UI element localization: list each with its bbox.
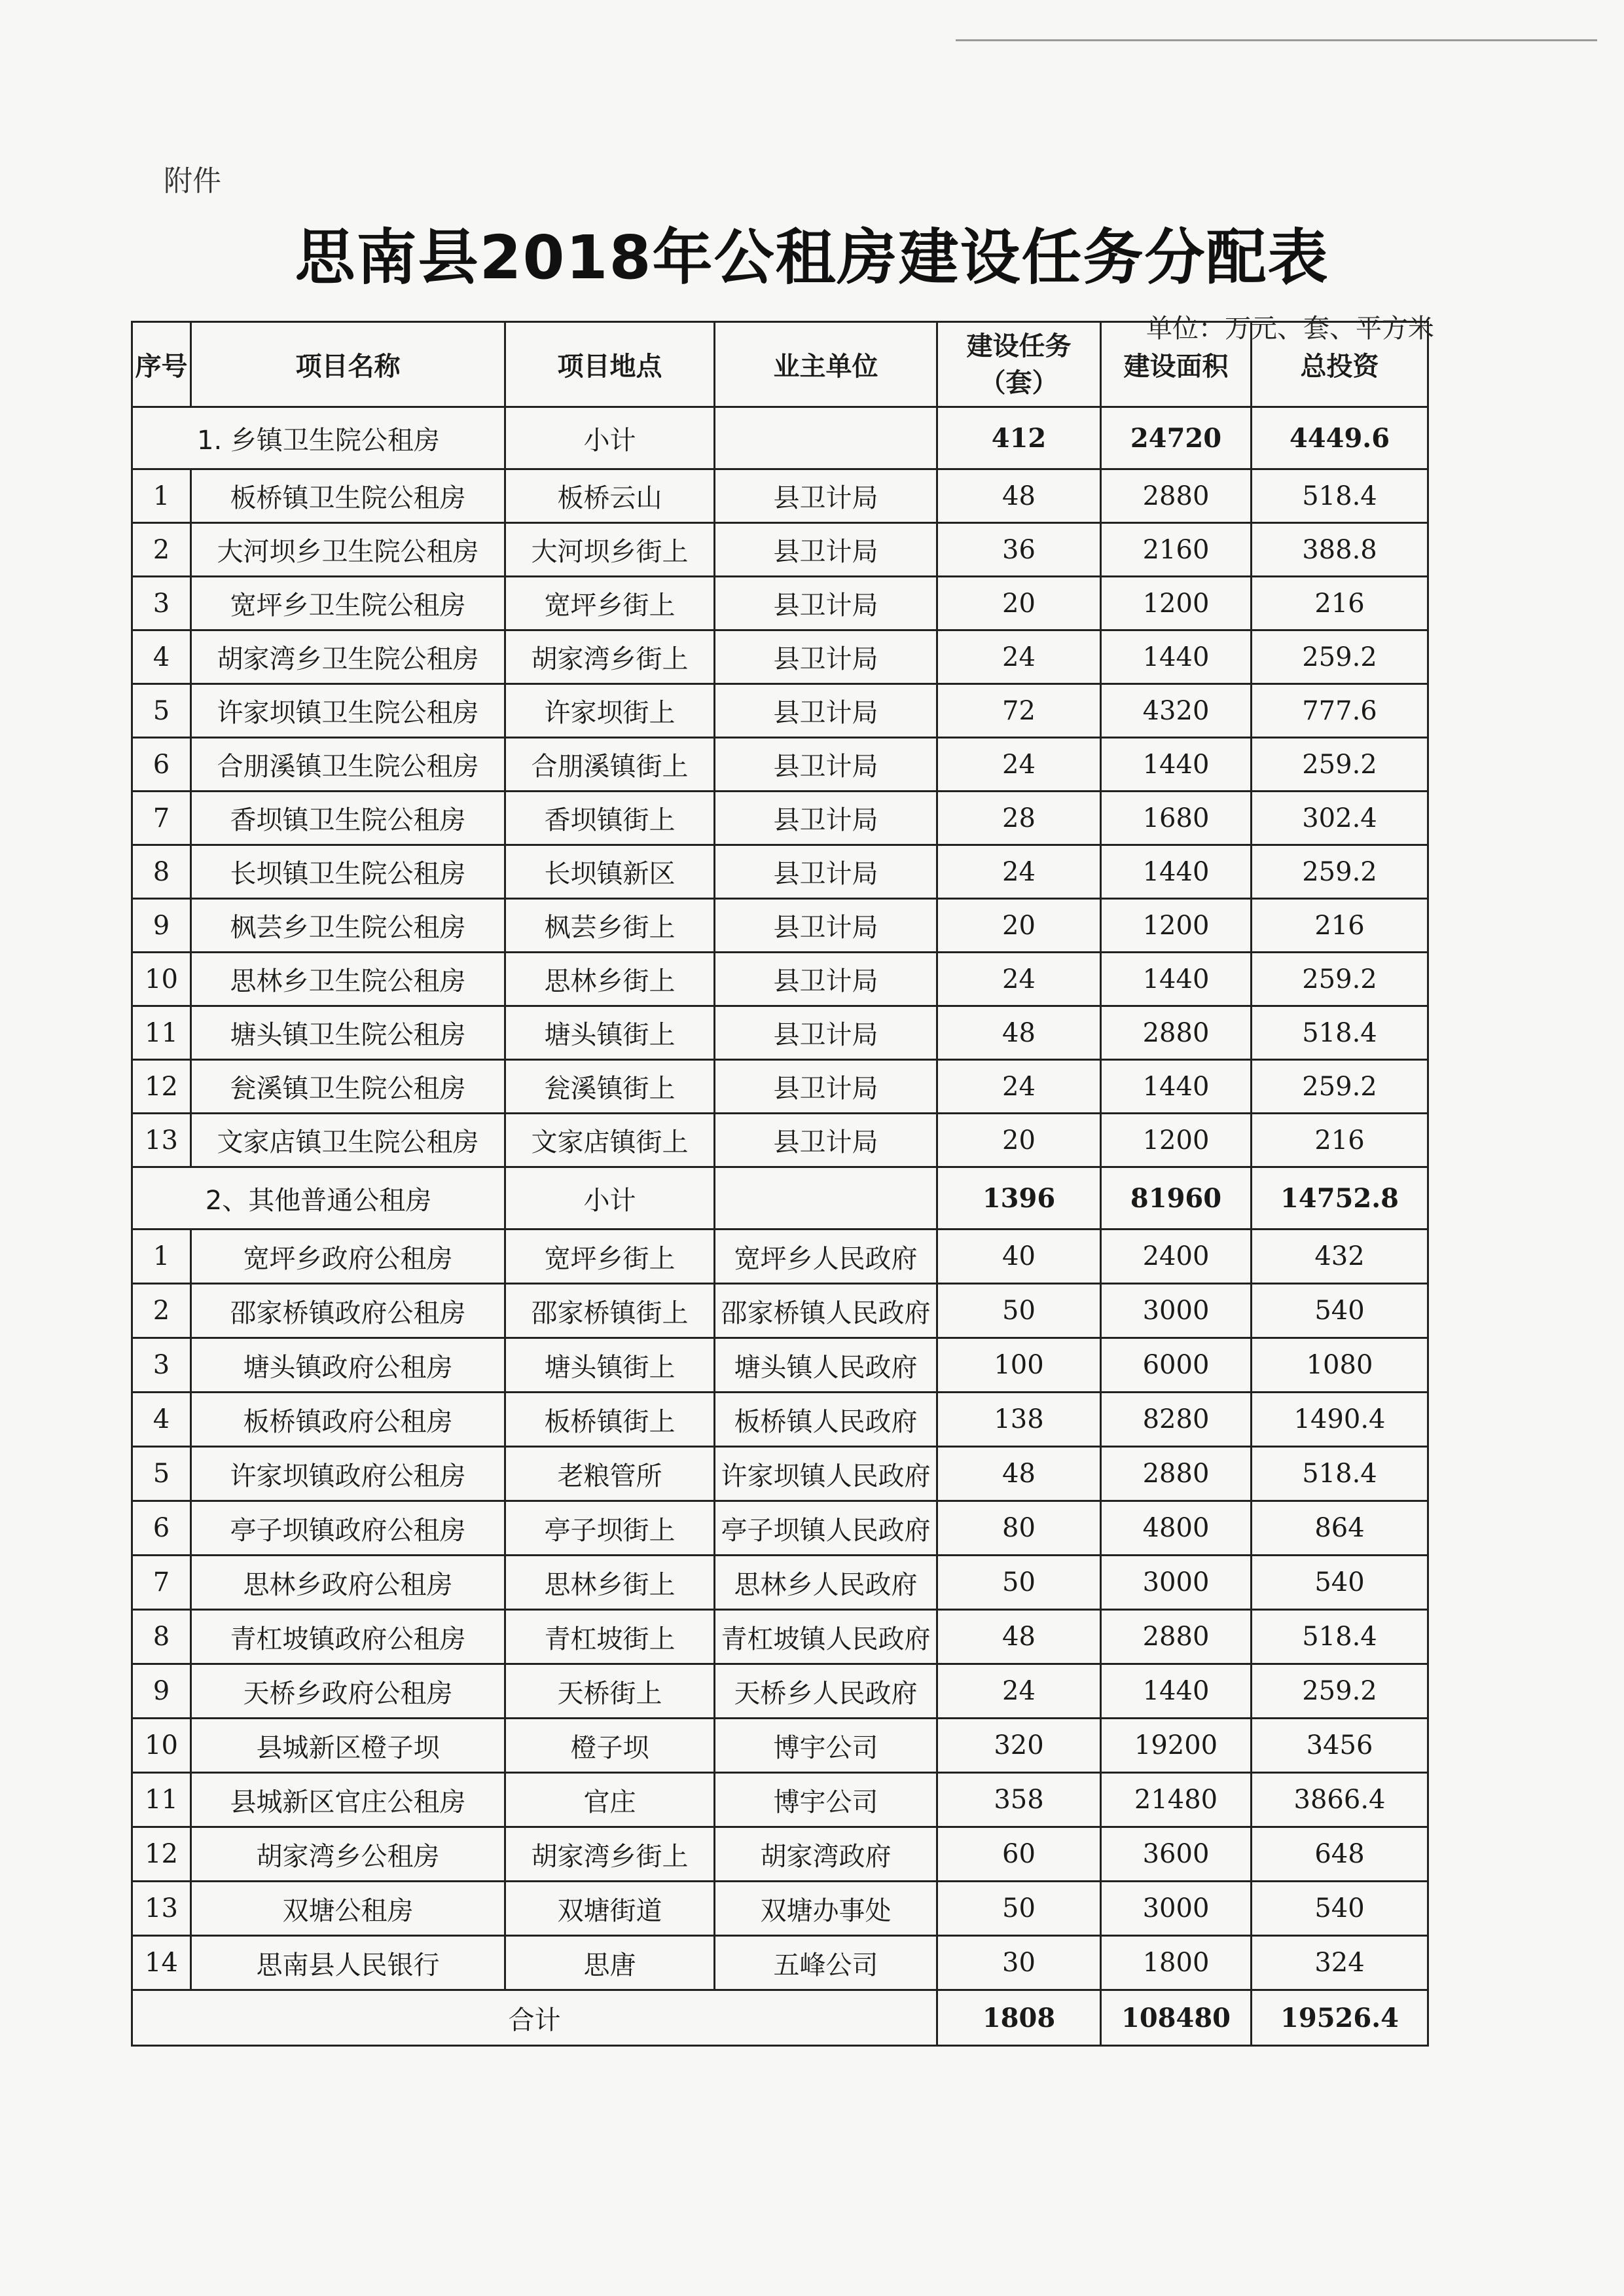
cell-units: 24 [937,845,1101,899]
cell-owner: 县卫计局 [715,845,937,899]
header-location: 项目地点 [505,322,715,407]
cell-investment: 648 [1252,1827,1428,1882]
table-row [132,845,1428,899]
cell-name: 香坝镇卫生院公租房 [191,792,505,845]
cell-name: 文家店镇卫生院公租房 [191,1114,505,1167]
cell-units: 100 [937,1338,1101,1393]
section2-subtotal-label: 小计 [505,1167,715,1230]
cell-units: 36 [937,523,1101,577]
cell-area: 2880 [1101,1610,1252,1664]
grand-total-row [132,1990,1428,2046]
cell-investment: 1080 [1252,1338,1428,1393]
cell-name: 板桥镇卫生院公租房 [191,469,505,523]
document-title: 思南县2018年公租房建设任务分配表 [295,223,1329,293]
cell-location: 亭子坝街上 [505,1501,715,1556]
cell-seq: 10 [132,1719,191,1773]
cell-name: 板桥镇政府公租房 [191,1393,505,1447]
cell-units: 358 [937,1773,1101,1827]
cell-name: 宽坪乡政府公租房 [191,1230,505,1284]
table-row [132,1882,1428,1936]
cell-area: 4800 [1101,1501,1252,1556]
cell-location: 板桥云山 [505,469,715,523]
cell-seq: 11 [132,1773,191,1827]
cell-owner: 县卫计局 [715,953,937,1006]
cell-investment: 324 [1252,1936,1428,1990]
header-task-line2: （套） [979,367,1058,398]
cell-name: 思南县人民银行 [191,1936,505,1990]
cell-seq: 2 [132,523,191,577]
cell-owner: 青杠坡镇人民政府 [715,1610,937,1664]
table-row [132,792,1428,845]
cell-units: 24 [937,1664,1101,1719]
cell-area: 3600 [1101,1827,1252,1882]
cell-name: 宽坪乡卫生院公租房 [191,577,505,630]
cell-investment: 864 [1252,1501,1428,1556]
cell-investment: 432 [1252,1230,1428,1284]
table-row [132,577,1428,630]
table-row [132,1827,1428,1882]
cell-area: 3000 [1101,1284,1252,1338]
table-row [132,1284,1428,1338]
cell-seq: 5 [132,684,191,738]
cell-seq: 9 [132,899,191,953]
cell-investment: 216 [1252,577,1428,630]
cell-investment: 518.4 [1252,1447,1428,1501]
cell-owner: 县卫计局 [715,899,937,953]
grand-total-investment: 19526.4 [1252,1990,1428,2046]
cell-investment: 259.2 [1252,630,1428,684]
cell-name: 合朋溪镇卫生院公租房 [191,738,505,792]
cell-units: 20 [937,899,1101,953]
cell-seq: 7 [132,1556,191,1610]
cell-area: 3000 [1101,1556,1252,1610]
table-row [132,899,1428,953]
cell-investment: 540 [1252,1882,1428,1936]
table-row [132,1501,1428,1556]
cell-location: 老粮管所 [505,1447,715,1501]
section1-subtotal-units: 412 [937,407,1101,469]
cell-location: 胡家湾乡街上 [505,1827,715,1882]
section1-rows [132,469,1428,1167]
cell-investment: 3866.4 [1252,1773,1428,1827]
cell-name: 长坝镇卫生院公租房 [191,845,505,899]
cell-location: 板桥镇街上 [505,1393,715,1447]
cell-area: 19200 [1101,1719,1252,1773]
table-row [132,738,1428,792]
cell-name: 许家坝镇政府公租房 [191,1447,505,1501]
allocation-table [131,321,1429,2047]
cell-owner: 亭子坝镇人民政府 [715,1501,937,1556]
attachment-label: 附件 [164,164,221,198]
cell-units: 24 [937,953,1101,1006]
cell-name: 思林乡卫生院公租房 [191,953,505,1006]
cell-area: 1440 [1101,845,1252,899]
cell-owner: 宽坪乡人民政府 [715,1230,937,1284]
cell-name: 县城新区橙子坝 [191,1719,505,1773]
cell-seq: 8 [132,1610,191,1664]
cell-investment: 518.4 [1252,1610,1428,1664]
table-row [132,1006,1428,1060]
cell-area: 2880 [1101,469,1252,523]
cell-location: 思林乡街上 [505,953,715,1006]
table-row [132,1664,1428,1719]
cell-seq: 6 [132,738,191,792]
header-seq: 序号 [132,322,191,407]
cell-name: 胡家湾乡公租房 [191,1827,505,1882]
table-row [132,1773,1428,1827]
grand-total-units: 1808 [937,1990,1101,2046]
header-area: 建设面积 [1101,322,1252,407]
section1-subtotal-investment: 4449.6 [1252,407,1428,469]
cell-seq: 13 [132,1882,191,1936]
cell-seq: 1 [132,469,191,523]
cell-location: 枫芸乡街上 [505,899,715,953]
cell-seq: 4 [132,630,191,684]
header-task [937,322,1101,407]
cell-area: 1800 [1101,1936,1252,1990]
cell-name: 枫芸乡卫生院公租房 [191,899,505,953]
cell-units: 30 [937,1936,1101,1990]
cell-units: 50 [937,1284,1101,1338]
cell-units: 60 [937,1827,1101,1882]
cell-investment: 216 [1252,1114,1428,1167]
table-row [132,1936,1428,1990]
cell-area: 8280 [1101,1393,1252,1447]
cell-investment: 259.2 [1252,738,1428,792]
cell-area: 6000 [1101,1338,1252,1393]
cell-seq: 12 [132,1060,191,1114]
cell-units: 48 [937,1447,1101,1501]
table-row [132,953,1428,1006]
section2-title: 2、其他普通公租房 [132,1167,505,1230]
cell-location: 青杠坡街上 [505,1610,715,1664]
cell-owner: 博宇公司 [715,1719,937,1773]
cell-name: 塘头镇政府公租房 [191,1338,505,1393]
cell-name: 天桥乡政府公租房 [191,1664,505,1719]
cell-investment: 259.2 [1252,1060,1428,1114]
section1-subtotal-area: 24720 [1101,407,1252,469]
cell-units: 80 [937,1501,1101,1556]
cell-owner: 县卫计局 [715,577,937,630]
table-row [132,1447,1428,1501]
cell-seq: 3 [132,1338,191,1393]
cell-location: 天桥街上 [505,1664,715,1719]
cell-name: 许家坝镇卫生院公租房 [191,684,505,738]
cell-units: 48 [937,469,1101,523]
cell-investment: 1490.4 [1252,1393,1428,1447]
cell-seq: 9 [132,1664,191,1719]
cell-name: 大河坝乡卫生院公租房 [191,523,505,577]
cell-investment: 540 [1252,1556,1428,1610]
cell-investment: 259.2 [1252,1664,1428,1719]
section1-subtotal-row [132,407,1428,469]
section2-rows [132,1230,1428,1990]
table-row [132,1719,1428,1773]
cell-location: 长坝镇新区 [505,845,715,899]
cell-owner: 县卫计局 [715,630,937,684]
cell-area: 1680 [1101,792,1252,845]
cell-location: 塘头镇街上 [505,1006,715,1060]
cell-owner: 县卫计局 [715,1114,937,1167]
cell-units: 40 [937,1230,1101,1284]
cell-area: 1440 [1101,1060,1252,1114]
cell-location: 思唐 [505,1936,715,1990]
cell-area: 1440 [1101,738,1252,792]
cell-name: 瓮溪镇卫生院公租房 [191,1060,505,1114]
table-row [132,1393,1428,1447]
cell-name: 塘头镇卫生院公租房 [191,1006,505,1060]
cell-seq: 5 [132,1447,191,1501]
cell-owner: 县卫计局 [715,792,937,845]
cell-area: 2880 [1101,1447,1252,1501]
cell-name: 亭子坝镇政府公租房 [191,1501,505,1556]
cell-owner: 胡家湾政府 [715,1827,937,1882]
cell-owner: 思林乡人民政府 [715,1556,937,1610]
cell-location: 许家坝街上 [505,684,715,738]
cell-owner: 许家坝镇人民政府 [715,1447,937,1501]
cell-location: 文家店镇街上 [505,1114,715,1167]
header-task-line1: 建设任务 [966,331,1072,361]
section2-subtotal-owner-empty [715,1167,937,1230]
cell-seq: 14 [132,1936,191,1990]
cell-investment: 518.4 [1252,1006,1428,1060]
scan-artifact-line [956,39,1597,41]
cell-units: 138 [937,1393,1101,1447]
cell-location: 香坝镇街上 [505,792,715,845]
cell-name: 县城新区官庄公租房 [191,1773,505,1827]
section1-subtotal-owner-empty [715,407,937,469]
cell-owner: 博宇公司 [715,1773,937,1827]
table-row [132,523,1428,577]
cell-units: 50 [937,1556,1101,1610]
section2-subtotal-units: 1396 [937,1167,1101,1230]
cell-area: 1440 [1101,1664,1252,1719]
cell-owner: 县卫计局 [715,738,937,792]
cell-units: 24 [937,738,1101,792]
cell-investment: 302.4 [1252,792,1428,845]
cell-name: 思林乡政府公租房 [191,1556,505,1610]
cell-units: 50 [937,1882,1101,1936]
cell-investment: 388.8 [1252,523,1428,577]
cell-area: 21480 [1101,1773,1252,1827]
section1-title: 1. 乡镇卫生院公租房 [132,407,505,469]
cell-area: 2160 [1101,523,1252,577]
table-row [132,684,1428,738]
cell-location: 塘头镇街上 [505,1338,715,1393]
cell-seq: 8 [132,845,191,899]
cell-location: 胡家湾乡街上 [505,630,715,684]
cell-owner: 县卫计局 [715,1006,937,1060]
cell-owner: 邵家桥镇人民政府 [715,1284,937,1338]
cell-owner: 五峰公司 [715,1936,937,1990]
cell-units: 24 [937,1060,1101,1114]
cell-location: 宽坪乡街上 [505,577,715,630]
grand-total-area: 108480 [1101,1990,1252,2046]
cell-units: 48 [937,1610,1101,1664]
cell-area: 3000 [1101,1882,1252,1936]
cell-seq: 4 [132,1393,191,1447]
cell-units: 72 [937,684,1101,738]
cell-units: 20 [937,1114,1101,1167]
cell-owner: 县卫计局 [715,469,937,523]
cell-location: 邵家桥镇街上 [505,1284,715,1338]
unit-note: 单位：万元、套、平方米 [1146,314,1434,344]
table-header-row [132,322,1428,407]
cell-seq: 7 [132,792,191,845]
cell-name: 双塘公租房 [191,1882,505,1936]
cell-units: 48 [937,1006,1101,1060]
cell-investment: 259.2 [1252,845,1428,899]
cell-owner: 板桥镇人民政府 [715,1393,937,1447]
cell-name: 胡家湾乡卫生院公租房 [191,630,505,684]
cell-seq: 10 [132,953,191,1006]
header-investment: 总投资 [1252,322,1428,407]
table-row [132,469,1428,523]
cell-location: 官庄 [505,1773,715,1827]
cell-owner: 县卫计局 [715,1060,937,1114]
cell-area: 4320 [1101,684,1252,738]
cell-area: 2880 [1101,1006,1252,1060]
cell-location: 合朋溪镇街上 [505,738,715,792]
cell-owner: 塘头镇人民政府 [715,1338,937,1393]
section2-subtotal-investment: 14752.8 [1252,1167,1428,1230]
table-row [132,1338,1428,1393]
section2-subtotal-row [132,1167,1428,1230]
section2-subtotal-area: 81960 [1101,1167,1252,1230]
cell-investment: 259.2 [1252,953,1428,1006]
cell-area: 1200 [1101,1114,1252,1167]
cell-units: 20 [937,577,1101,630]
cell-location: 橙子坝 [505,1719,715,1773]
cell-area: 1440 [1101,630,1252,684]
cell-seq: 12 [132,1827,191,1882]
cell-investment: 540 [1252,1284,1428,1338]
table-row [132,1230,1428,1284]
cell-owner: 双塘办事处 [715,1882,937,1936]
cell-seq: 2 [132,1284,191,1338]
cell-area: 1200 [1101,899,1252,953]
table-row [132,630,1428,684]
cell-location: 双塘街道 [505,1882,715,1936]
header-owner: 业主单位 [715,322,937,407]
cell-area: 1200 [1101,577,1252,630]
table-row [132,1610,1428,1664]
cell-seq: 6 [132,1501,191,1556]
header-name: 项目名称 [191,322,505,407]
cell-units: 24 [937,630,1101,684]
table-row [132,1556,1428,1610]
cell-investment: 518.4 [1252,469,1428,523]
cell-seq: 11 [132,1006,191,1060]
grand-total-label: 合计 [132,1990,937,2046]
cell-seq: 13 [132,1114,191,1167]
cell-investment: 777.6 [1252,684,1428,738]
cell-location: 瓮溪镇街上 [505,1060,715,1114]
table-row [132,1114,1428,1167]
cell-units: 320 [937,1719,1101,1773]
cell-owner: 县卫计局 [715,684,937,738]
cell-owner: 县卫计局 [715,523,937,577]
cell-area: 1440 [1101,953,1252,1006]
cell-location: 宽坪乡街上 [505,1230,715,1284]
cell-area: 2400 [1101,1230,1252,1284]
cell-seq: 3 [132,577,191,630]
cell-location: 思林乡街上 [505,1556,715,1610]
cell-name: 青杠坡镇政府公租房 [191,1610,505,1664]
cell-investment: 216 [1252,899,1428,953]
table-row [132,1060,1428,1114]
cell-seq: 1 [132,1230,191,1284]
cell-owner: 天桥乡人民政府 [715,1664,937,1719]
cell-name: 邵家桥镇政府公租房 [191,1284,505,1338]
cell-investment: 3456 [1252,1719,1428,1773]
cell-location: 大河坝乡街上 [505,523,715,577]
section1-subtotal-label: 小计 [505,407,715,469]
cell-units: 28 [937,792,1101,845]
